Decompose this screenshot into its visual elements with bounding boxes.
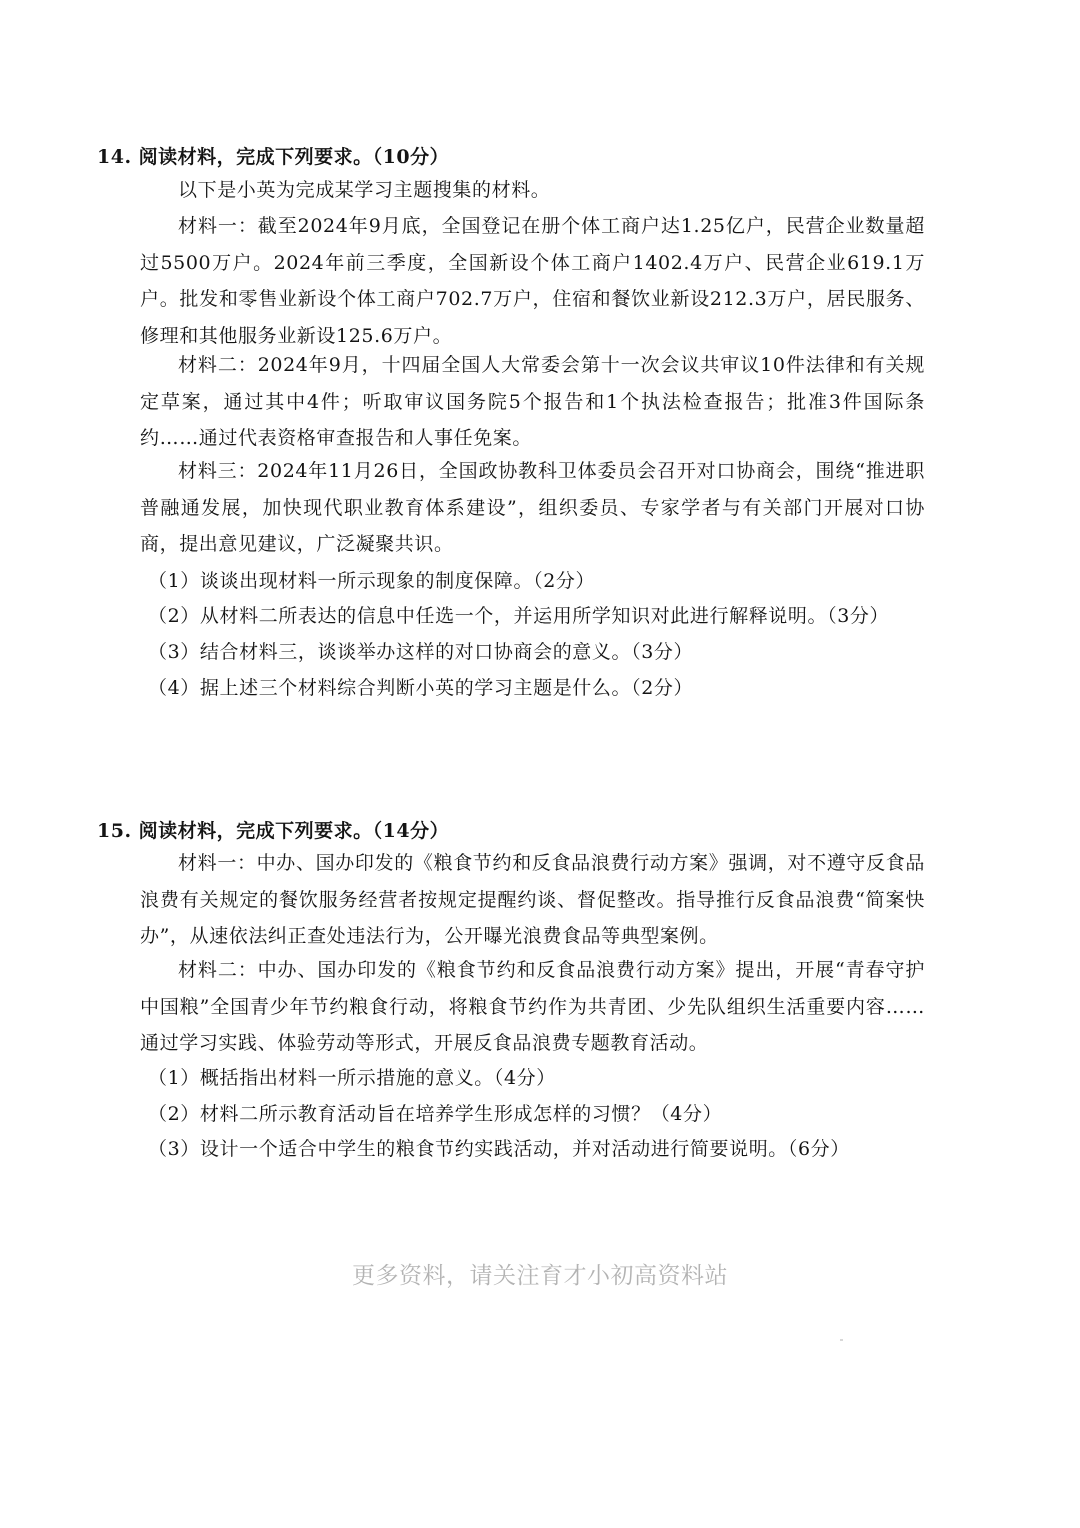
question-15-sub-2: （2）材料二所示教育活动旨在培养学生形成怎样的习惯？（4分） — [148, 1103, 723, 1125]
question-14-sub-4: （4）据上述三个材料综合判断小英的学习主题是什么。（2分） — [148, 677, 694, 699]
question-15-sub-1: （1）概括指出材料一所示措施的意义。（4分） — [148, 1067, 556, 1089]
question-14-material-3: 材料三：2024年11月26日，全国政协教科卫体委员会召开对口协商会，围绕“推进职普融通发展，加快现代职业教育体系建设”，组织委员、专家学者与有关部门开展对口协商，提出意见建议，广泛凝聚共识。 — [140, 460, 925, 555]
question-14-sub-2: （2）从材料二所表达的信息中任选一个，并运用所学知识对此进行解释说明。（3分） — [148, 605, 890, 627]
question-15-material-1: 材料一：中办、国办印发的《粮食节约和反食品浪费行动方案》强调，对不遵守反食品浪费有关规定的餐饮服务经营者按规定提醒约谈、督促整改。指导推行反食品浪费“简案快办”，从速依法纠正查处违法行为，公开曝光浪费食品等典型案例。 — [140, 852, 925, 947]
footer-watermark: 更多资料，请关注育才小初高资料站 — [352, 1263, 728, 1289]
question-14-sub-3: （3）结合材料三，谈谈举办这样的对口协商会的意义。（3分） — [148, 641, 694, 663]
question-14-sub-1: （1）谈谈出现材料一所示现象的制度保障。（2分） — [148, 570, 596, 592]
question-14-material-1: 材料一：截至2024年9月底，全国登记在册个体工商户达1.25亿户，民营企业数量超过5500万户。2024年前三季度，全国新设个体工商户1402.4万户、民营企业619.1万户。批发和零售业新设个体工商户702.7万户，住宿和餐饮业新设212.3万户，居民服务、修理和其他服务业新设125.6万户。 — [140, 215, 925, 347]
question-15-heading: 15. 阅读材料，完成下列要求。（14分） — [97, 820, 450, 842]
question-14-intro: 以下是小英为完成某学习主题搜集的材料。 — [178, 179, 551, 201]
question-15-material-2: 材料二：中办、国办印发的《粮食节约和反食品浪费行动方案》提出，开展“青春守护中国粮”全国青少年节约粮食行动，将粮食节约作为共青团、少先队组织生活重要内容……通过学习实践、体验劳动等形式，开展反食品浪费专题教育活动。 — [140, 959, 925, 1054]
question-14-heading: 14. 阅读材料，完成下列要求。（10分） — [97, 146, 450, 168]
scan-speck — [840, 1339, 843, 1341]
question-14-material-2: 材料二：2024年9月，十四届全国人大常委会第十一次会议共审议10件法律和有关规定草案，通过其中4件；听取审议国务院5个报告和1个执法检查报告；批准3件国际条约……通过代表资格审查报告和人事任免案。 — [140, 354, 925, 449]
question-15-sub-3: （3）设计一个适合中学生的粮食节约实践活动，并对活动进行简要说明。（6分） — [148, 1138, 850, 1160]
